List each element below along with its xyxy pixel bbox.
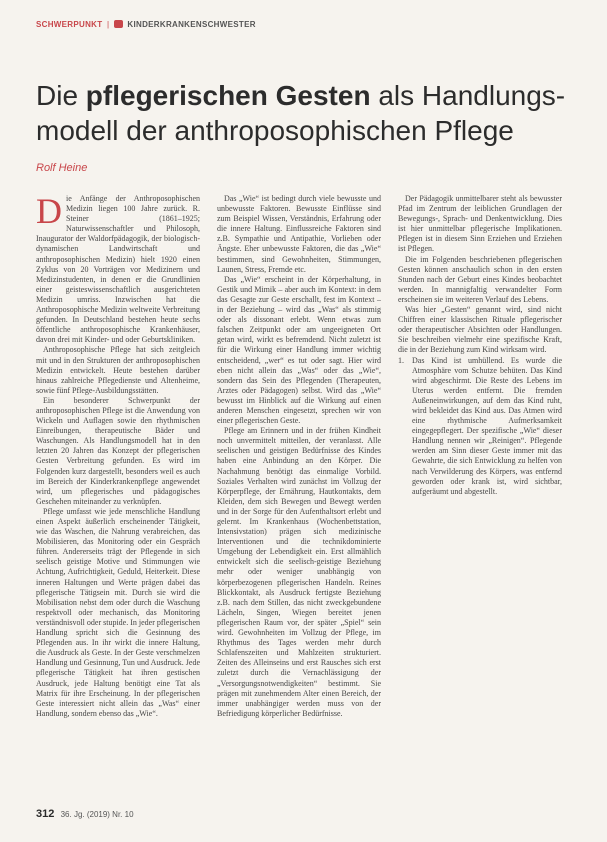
paragraph: Die im Folgenden beschriebenen pflegerischen Gesten können anschaulich schon in den ersten Stunden nach der Geburt eines Kindes beobachtet werden. In mannigfaltig verwandelter Form erscheinen sie im weiteren Verlauf des Lebens.	[398, 254, 562, 304]
paragraph: Der Pädagogik unmittelbarer steht als bewusster Pfad im Zentrum der leiblichen Grundlagen der Bewegungs-, Sprach- und Denkentwicklung. Dies ist hier unmittelbar pflegerische Implikationen. Pflegen ist in diesem Sinn Erziehen und Erziehen ist Pflegen.	[398, 194, 562, 254]
drop-cap: D	[36, 194, 62, 231]
section-label: SCHWERPUNKT	[36, 20, 103, 29]
article-author: Rolf Heine	[36, 162, 88, 174]
paragraph: Pflege am Erinnern und in der frühen Kindheit noch unvermittelt mitteilen, der veranlasst. Alle seelischen und geistigen Bedürfnisse des Kindes haben eine Anbindung an den Körper. Die Nachahmung benötigt das einmalige Vorbild. Soziales Verhalten wird zunächst im Vollzug der Körperpflege, der Ernährung, Hautkontakts, dem Kleiden, dem sich Bewegen und Bewegt werden und in der Sorge für den Aufenthaltsort erlebt und gelernt. Im Krankenhaus (Wochenbettstation, Intensivstation) prägen sich medizinische Interventionen und die technikdominierte Umgebung der Lebendigkeit ein. Erst allmählich entwickelt sich die seelisch-geistige Beziehung mehr oder weniger unabhängig von körperbezogenen pflegerischen Handeln. Reines Blickkontakt, als Ausdruck fertigste Beziehung z.B. nach dem Stillen, das nicht zweckgebundene Lächeln, Singen, Wiegen bereitet jenen pflegerischen Raum vor, der später „Spiel“ sein wird. Gewohnheiten im Vollzug der Pflege, im Rhythmus des Tages werden mehr durch Schlafenszeiten und Mahlzeiten strukturiert. Zeiten des Alleinseins und erst Rausches sich erst zuletzt durch die Vernachlässigung der „Versorgungsnotwendigkeiten“ bestimmt. Sie prägen mit zunehmendem Alter einen Bereich, der immer unabhängiger werden muss von der Befriedigung körperlicher Bedürfnisse.	[217, 426, 381, 718]
paragraph: Anthroposophische Pflege hat sich zeitgleich mit und in den Strukturen der anthroposophischen Medizin entwickelt. Heute bestehen darüber hinaus zahlreiche Pflegedienste und Altenheime, sowie fünf Pflege-Ausbildungsstätten.	[36, 345, 200, 395]
page-number: 312	[36, 808, 55, 820]
paragraph: Das „Wie“ ist bedingt durch viele bewusste und unbewusste Faktoren. Bewusste Einflüsse sind zum Beispiel Wissen, Verständnis, Erfahrung oder die innere Haltung. Einflussreiche Faktoren sind z.B. Sympathie und Antipathie, Vorlieben oder Ängste. Eher unbewusste Faktoren, die das „Wie“ bestimmen, sind Gewohnheiten, Stimmungen, Launen, Stress, Fremde etc.	[217, 194, 381, 274]
paragraph	[36, 194, 200, 345]
paragraph: Das „Wie“ erscheint in der Körperhaltung, in Gestik und Mimik – aber auch im Kontext: in dem das Gesagte zur Geste erschallt, fest im Kontext – in der Beziehung – wird das „Was“ als stimmig oder als dissonant erlebt. Wenn etwas zum falschen Zeitpunkt oder am ungeeigneten Ort getan wird, wirkt es befremdend. Nicht zuletzt ist für die Wirkung einer Handlung immer wichtig entscheidend, „wer“ es tut oder sagt. Hier wird eben nicht allein das „Was“ oder das „Wie“, sondern das Sein des Pflegenden (Therapeuten, Arztes oder Pädagogen) selbst. Wird das „Wie“ bewusst im Hinblick auf die Wirkung auf einen anderen Menschen eingesetzt, sprechen wir von einer pflegerischen Geste.	[217, 274, 381, 426]
paragraph-text: ie Anfänge der Anthroposophischen Medizin liegen 100 Jahre zurück. R. Steiner (1861–1925; Naturwissenschaftler und Philosoph, Inaugurator der Waldorfpädagogik, der biologisch-dynamischen Landwirtschaft und anthroposophischen Medizin) hielt 1920 einen Zyklus von 20 Vorträgen vor Medizinern und Medizinstudenten, in denen er die Grundlinien einer geisteswissenschaftlich ausgerichteten Medizin umriss. Inzwischen hat die Anthroposophische Medizin weltweite Verbreitung gefunden. In Deutschland bestehen heute sechs öffentliche anthroposophische Krankenhäuser, davon drei mit Kinder- und oder Geburtskliniken.	[36, 194, 200, 345]
list-item-number: 1.	[398, 355, 404, 365]
paragraph: Ein besonderer Schwerpunkt der anthroposophischen Pflege ist die Anwendung von Wickeln und Auflagen sowie den rhythmischen Einreibungen, therapeutische Bäder und Waschungen. Als Handlungsmodell hat in den letzten 20 Jahren das Konzept der pflegerischen Gesten Verbreitung gefunden. Es wird im Folgenden kurz dargestellt, besonders weil es auch im Bereich der Kinderkrankenpflege angewendet wird, um pflegerisches und pädagogisches Geschehen miteinander zu verknüpfen.	[36, 395, 200, 506]
list-item-text: Das Kind ist umhüllend. Es wurde die Atmosphäre vom Schutze behüten. Das Kind wird abgeschirmt. Die Reste des Lebens im Uterus werden entfernt. Die fremden Außeneinwirkungen, auf dem das Kind ruht, wird bekleidet das Kind aus. Das Atmen wird eine rhythmische Aufmerksamkeit eingegepflegert. Der spezifische „Wie“ dieser Handlung nennen wir „Reinigen“. Pflegende werden am Sinn dieser Geste immer mit das Gewahrte, die sich Entwicklung zu helfen von nach Verwilderung des Körpers, was entfernd geworden oder krank ist, wird sichtbar, aufgeräumt und abgestellt.	[412, 355, 562, 496]
page-footer	[36, 808, 134, 820]
magazine-name: KINDERKRANKENSCHWESTER	[127, 20, 256, 29]
numbered-list	[398, 356, 562, 497]
magazine-logo-icon	[114, 20, 123, 28]
issue-info: 36. Jg. (2019) Nr. 10	[60, 810, 134, 819]
page-header	[36, 20, 256, 29]
list-item	[398, 356, 562, 497]
title-part-2: als Handlungs-modell der anthroposophischen Pflege	[36, 80, 566, 146]
text-column-3	[398, 194, 562, 804]
article-title	[36, 78, 576, 148]
text-column-1	[36, 194, 200, 804]
title-emphasis: pflegerischen Gesten	[85, 80, 371, 111]
paragraph: Pflege umfasst wie jede menschliche Handlung einen Aspekt äußerlich erscheinender Tätigkeit, wie das Waschen, die Nahrung verabreichen, das Mobilisieren, das Monitoring oder ein Gespräch führen. Andererseits trägt der Pflegende in sich seelisch geistige Motive und Stimmungen wie Achtung, Aufrichtigkeit, Geduld, Heiterkeit. Diese inneren Haltungen und Werte prägen dabei das pflegerische Tätigsein mit. Durch sie wird die Mobilisation nebst dem oder durch die Waschung respektvoll oder mechanisch, das Monitoring verständnisvoll oder stupide. In jeder pflegerischen Handlung spricht sich die Gesinnung des Pflegenden aus. In ihr wirkt die innere Haltung, die Ausdruck als Geste. In der Geste verschmelzen Handlung und Gesinnung, Tun und Ausdruck. Jede pflegerische Tätigkeit hat ihren gestischen Ausdruck, jede Haltung benötigt eine Tat als Matrix für ihre Erscheinung. In der pflegerischen Geste interessiert nicht allein das „Was“ einer Handlung, sondern ebenso das „Wie“.	[36, 506, 200, 718]
header-separator: |	[106, 20, 110, 29]
title-part-1: Die	[36, 80, 86, 111]
text-column-2	[217, 194, 381, 804]
paragraph: Was hier „Gesten“ genannt wird, sind nicht Chiffren einer klassischen Rituale pflegerischer oder therapeutischer Absichten oder Handlungen. Sie beschreiben vielmehr eine spezifische Kraft, die in der Beziehung zum Kind wirksam wird.	[398, 305, 562, 355]
